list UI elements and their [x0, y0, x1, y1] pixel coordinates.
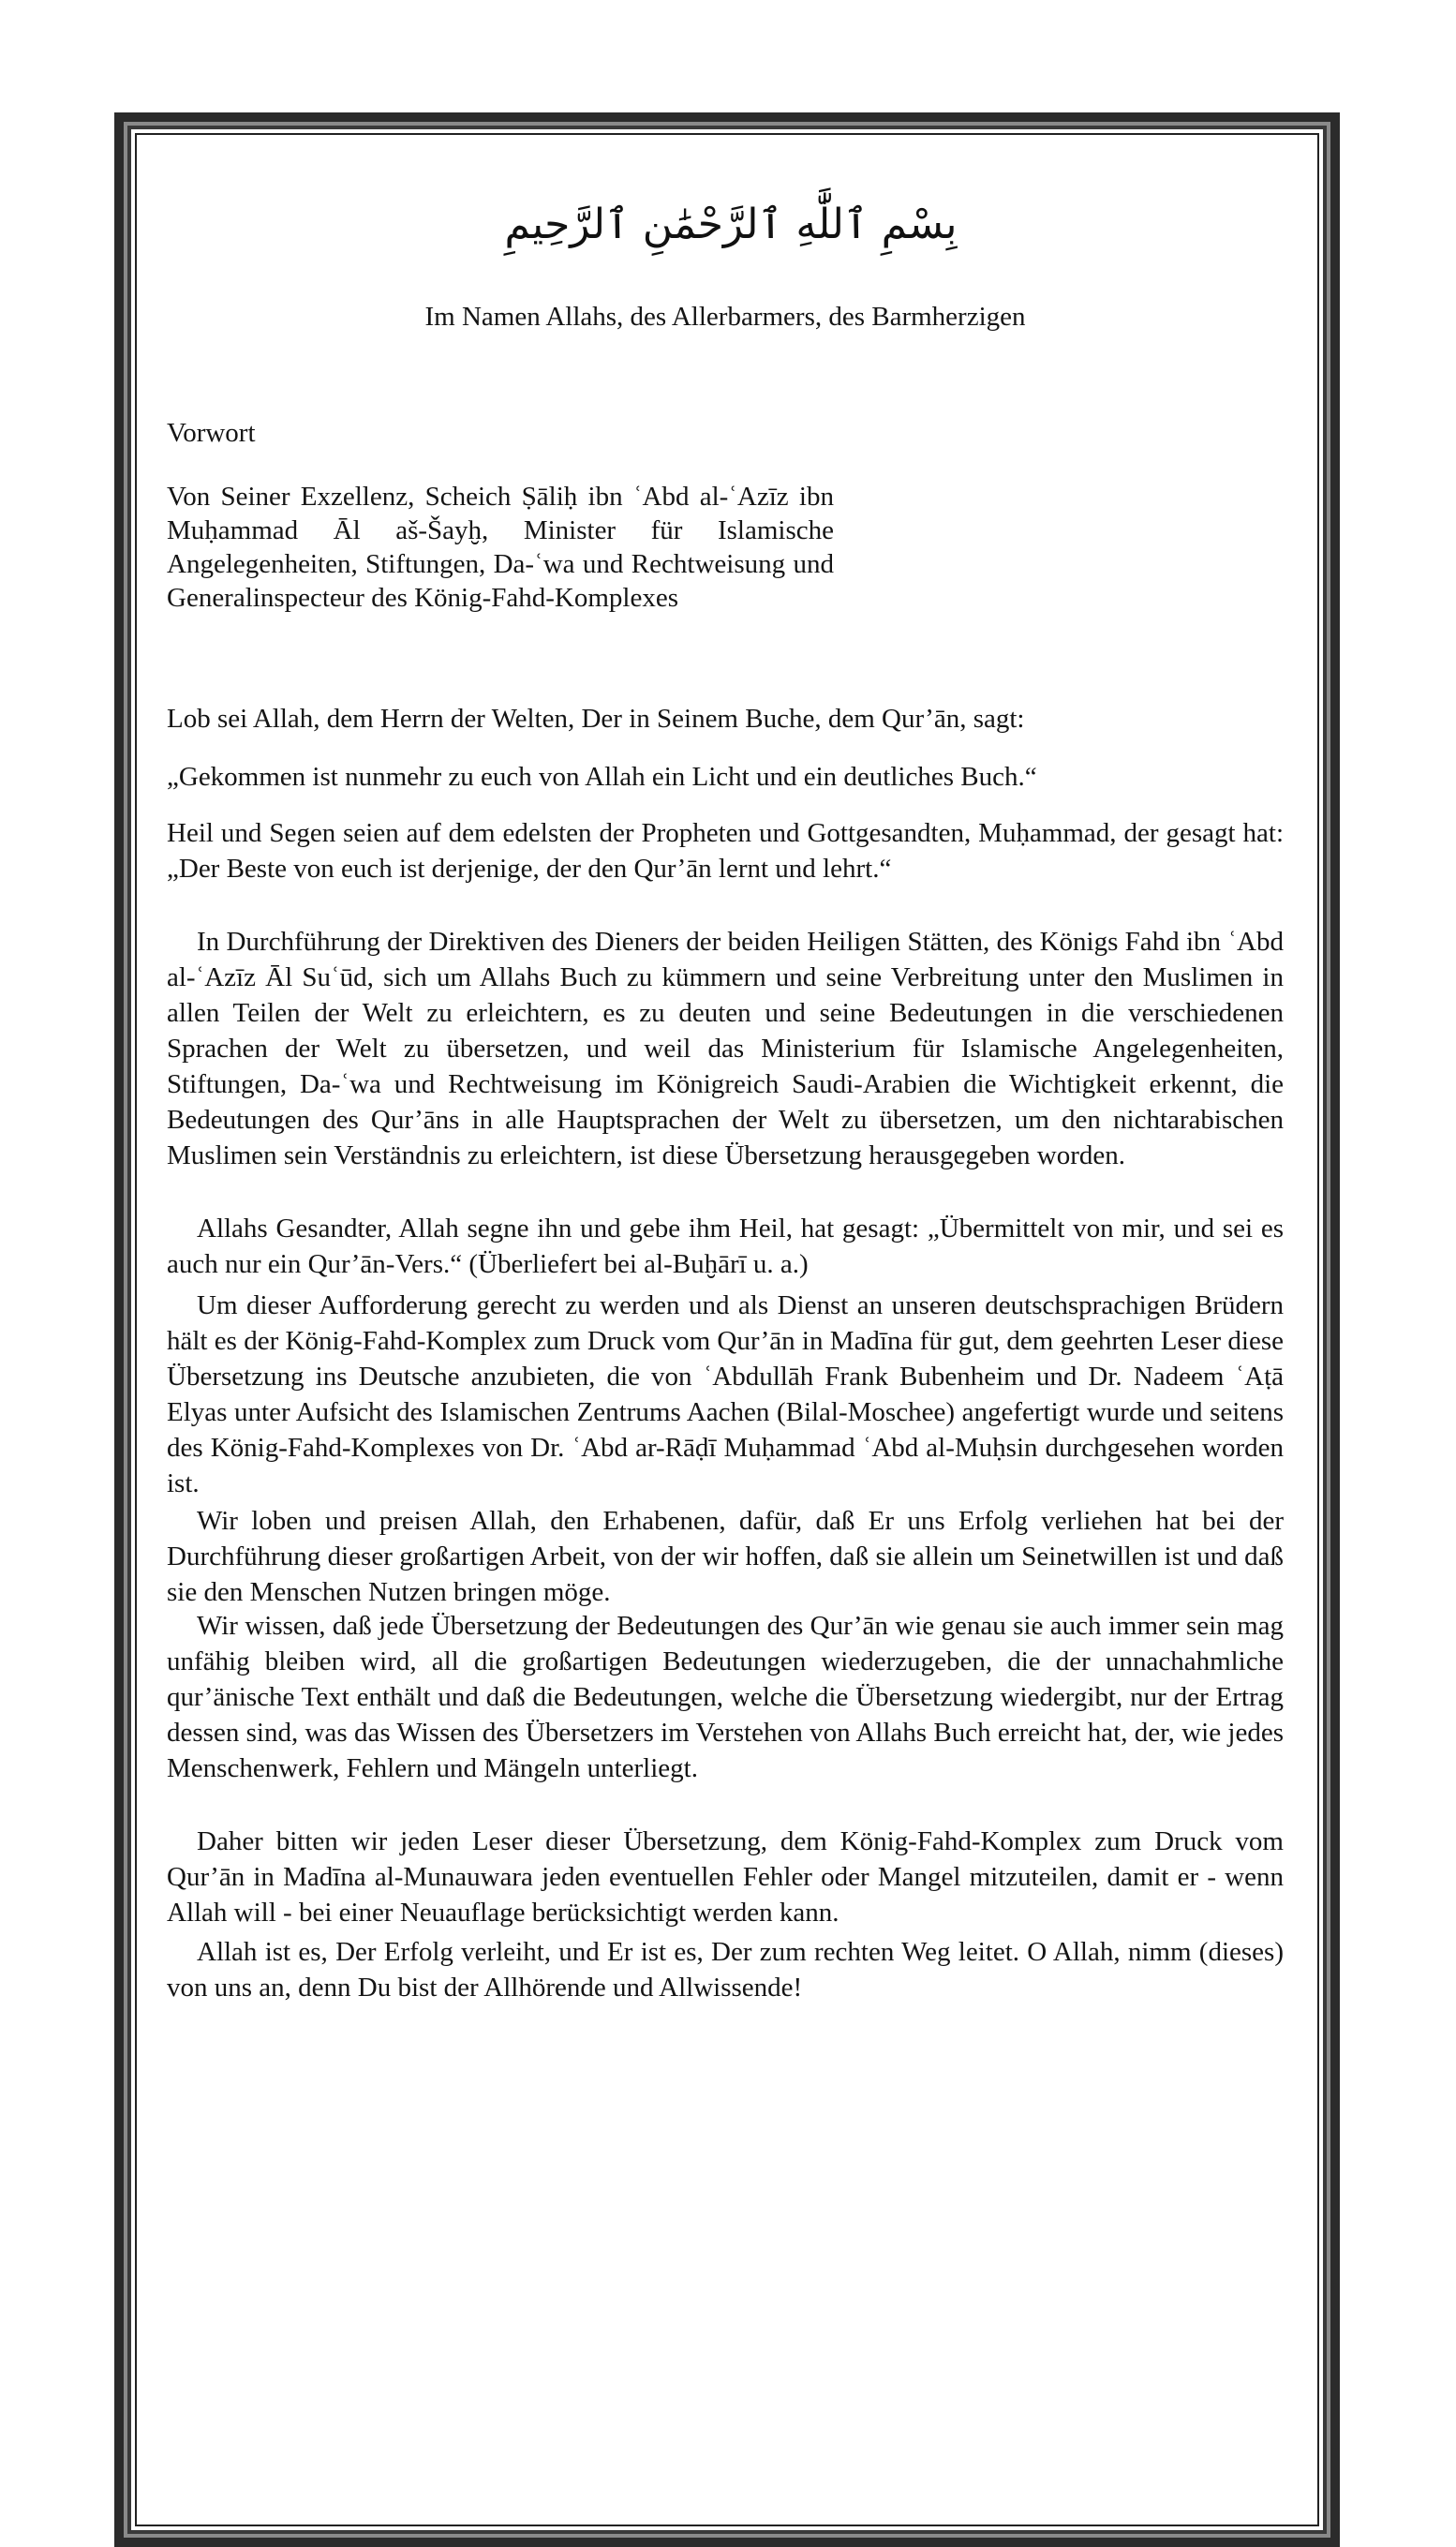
paragraph-1: In Durchführung der Direktiven des Dieners der beiden Heiligen Stätten, des Königs Fahd ibn ʿAbd al-ʿAzīz Āl Suʿūd, sich um Allahs Buch zu kümmern und seine Verbreitung unter den Muslimen in allen Teilen der Welt zu erleichtern, es zu deuten und seine Bedeutungen in die verschiedenen Sprachen der Welt zu übersetzen, und weil das Ministerium für Islamische Angelegenheiten, Stiftungen, Da-ʿwa und Rechtweisung im Königreich Saudi-Arabien die Wichtigkeit erkennt, die Bedeutungen des Qur’āns in alle Hauptsprachen der Welt zu übersetzen, um den nichtarabischen Muslimen sein Verständnis zu erleichtern, ist diese Übersetzung herausgegeben worden.: [167, 927, 1284, 1170]
paragraph-3: Um dieser Aufforderung gerecht zu werden und als Dienst an unseren deutschsprachigen Brüdern hält es der König-Fahd-Komplex zum Druck vom Qur’ān in Madīna für gut, dem geehrten Leser diese Übersetzung ins Deutsche anzubieten, die von ʿAbdullāh Frank Bubenheim und Dr. Nadeem ʿAṭā Elyas unter Aufsicht des Islamischen Zentrums Aachen (Bilal-Moschee) angefertigt wurde und seitens des König-Fahd-Komplexes von Dr. ʿAbd ar-Rāḍī Muḥammad ʿAbd al-Muḥsin durchgesehen worden ist.: [167, 1290, 1284, 1498]
paragraph-quote: „Gekommen ist nunmehr zu euch von Allah ein Licht und ein deutliches Buch.“: [167, 762, 1037, 792]
paragraph-7: Allah ist es, Der Erfolg verleiht, und Er ist es, Der zum rechten Weg leitet. O Allah, nimm (dieses) von uns an, denn Du bist der Allhörende und Allwissende!: [167, 1937, 1284, 2003]
paragraph-heil: Heil und Segen seien auf dem edelsten der Propheten und Gottgesandten, Muḥammad, der gesagt hat: „Der Beste von euch ist derjenige, der den Qur’ān lernt und lehrt.“: [167, 818, 1284, 884]
paragraph-6: Daher bitten wir jeden Leser dieser Übersetzung, dem König-Fahd-Komplex zum Druck vom Qur’ān in Madīna al-Munauwara jeden eventuellen Fehler oder Mangel mitzuteilen, damit er - wenn Allah will - bei einer Neuauflage berücksichtigt werden kann.: [167, 1826, 1284, 1928]
paragraph-lob: Lob sei Allah, dem Herrn der Welten, Der in Seinem Buche, dem Qur’ān, sagt:: [167, 704, 1025, 734]
basmala-calligraphy: [487, 187, 974, 262]
paragraph-2: Allahs Gesandter, Allah segne ihn und gebe ihm Heil, hat gesagt: „Übermittelt von mir, und sei es auch nur ein Qur’ān-Vers.“ (Überliefert bei al-Buḫārī u. a.): [167, 1214, 1284, 1279]
basmala-text: بِسْمِ ٱللَّٰهِ ٱلرَّحْمَٰنِ ٱلرَّحِيمِ: [504, 201, 958, 248]
section-title: Vorwort: [167, 418, 256, 448]
paragraph-4: Wir loben und preisen Allah, den Erhabenen, dafür, daß Er uns Erfolg verliehen hat bei der Durchführung dieser großartigen Arbeit, von der wir hoffen, daß sie allein um Seinetwillen ist und daß sie den Menschen Nutzen bringen möge.: [167, 1506, 1284, 1607]
invocation-heading: Im Namen Allahs, des Allerbarmers, des Barmherzigen: [424, 302, 1026, 332]
paragraph-5: Wir wissen, daß jede Übersetzung der Bedeutungen des Qur’ān wie genau sie auch immer sein mag unfähig bleiben wird, all die großartigen Bedeutungen wiederzugeben, die der unnachahmliche qur’änische Text enthält und daß die Bedeutungen, welche die Übersetzung wiedergibt, nur der Ertrag dessen sind, was das Wissen des Übersetzers im Verstehen von Allahs Buch erreicht hat, der, wie jedes Menschenwerk, Fehlern und Mängeln unterliegt.: [167, 1611, 1284, 1783]
author-attribution: Von Seiner Exzellenz, Scheich Ṣāliḥ ibn ʿAbd al-ʿAzīz ibn Muḥammad Āl aš-Šayḫ, Minister für Islamische Angelegenheiten, Stiftungen, Da-ʿwa und Rechtweisung und Generalinspecteur des König-Fahd-Komplexes: [167, 482, 834, 613]
